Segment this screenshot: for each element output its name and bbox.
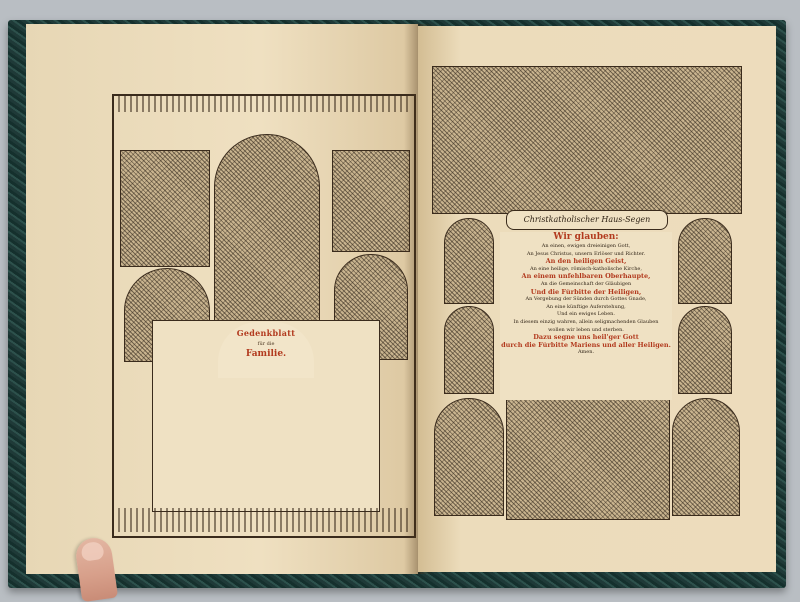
memorial-title <box>218 322 314 378</box>
creed-title: Wir glauben: <box>553 232 619 242</box>
creed-line: In diesem einzig wahren, allein seligmachenden Glauben <box>513 318 659 325</box>
engraving-saints-center <box>214 134 320 322</box>
engraving-crucifixion <box>432 66 742 214</box>
engraving-saint-left-1 <box>444 218 494 304</box>
creed-line: An einen, ewigen dreieinigen Gott, <box>541 243 631 249</box>
engraving-family-prayer <box>506 398 670 520</box>
creed-line: An die Gemeinschaft der Gläubigen <box>540 280 632 287</box>
engraving-saint-right-1 <box>678 218 732 304</box>
engraving-prayer-right <box>672 398 740 516</box>
engraving-prayer-left <box>434 398 504 516</box>
creed-line: An eine künftige Auferstehung, <box>546 303 626 310</box>
creed-line: Und ein ewiges Leben. <box>557 311 615 318</box>
creed-line: An den heiligen Geist, <box>545 258 627 266</box>
creed-text-panel <box>500 232 672 400</box>
creed-line: An eine heilige, römisch-katholische Kirche, <box>530 265 642 272</box>
memorial-title-line2: für die <box>257 341 275 347</box>
memorial-title-line1: Gedenkblatt <box>236 328 296 338</box>
creed-line: Und die Fürbitte der Heiligen, <box>530 288 642 296</box>
engraving-scene-top-right <box>332 150 410 252</box>
engraving-saint-left-2 <box>444 306 494 394</box>
engraving-scene-top-left <box>120 150 210 267</box>
creed-line: An Jesus Christus, unsern Erlöser und Richter. <box>526 250 646 257</box>
creed-line: An Vergebung der Sünden durch Gottes Gnade, <box>525 296 647 303</box>
bottom-ornament <box>118 508 408 532</box>
creed-line: An einem unfehlbaren Oberhaupte, <box>521 273 651 281</box>
memorial-title-line3: Familie. <box>245 349 287 359</box>
engraving-saint-right-2 <box>678 306 732 394</box>
house-blessing-banner: Christkatholischer Haus-Segen <box>506 210 668 230</box>
gothic-crest-ornament <box>112 94 412 112</box>
creed-line: wollen wir leben und sterben. <box>548 326 624 333</box>
thumbnail <box>80 541 104 562</box>
creed-line: durch die Fürbitte Mariens und aller Heiligen. <box>501 341 671 349</box>
creed-line: Dazu segne uns heil'ger Gott <box>533 334 639 342</box>
creed-line: Amen. <box>577 349 595 356</box>
